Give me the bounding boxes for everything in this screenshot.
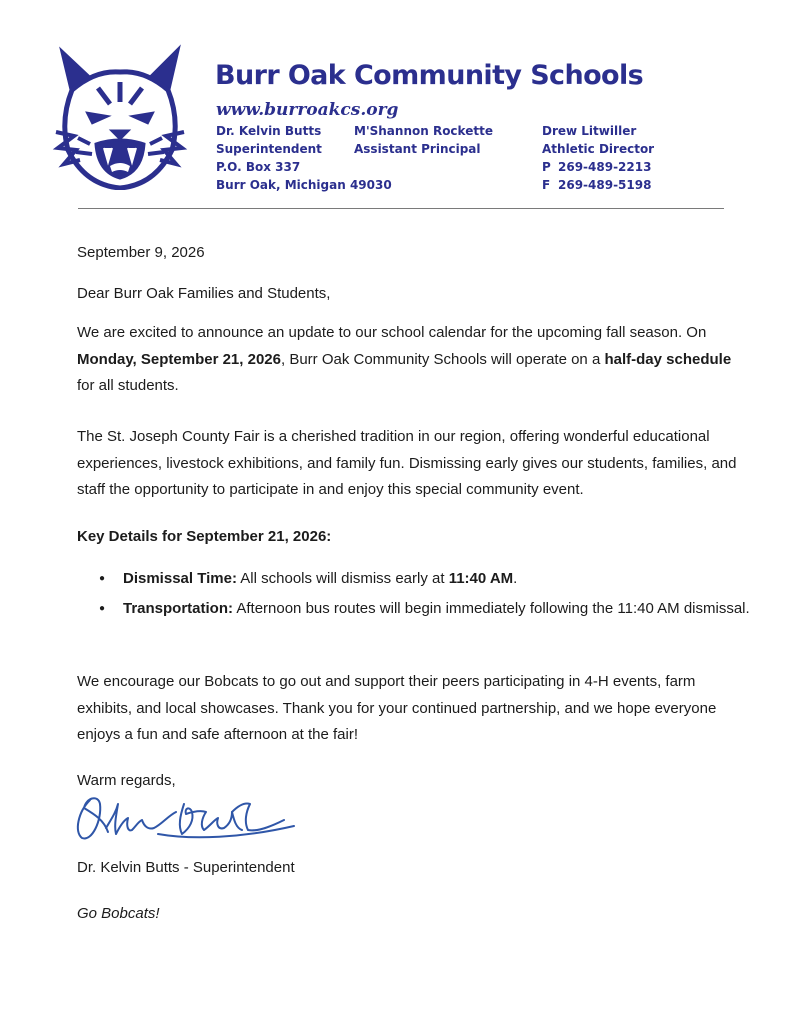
school-website[interactable]: www.burroakcs.org [216,100,399,120]
fair-paragraph: The St. Joseph County Fair is a cherished tradition in our region, offering wonderful educational experiences, livestock exhibitions, and family fun. Dismissing early gives our students, families, and staff the opportunity to participate in and enjoy this special community event. [77,428,737,498]
list-item [77,566,757,593]
bobcat-mascot-icon [50,40,190,190]
detail-text: . [513,570,518,587]
event-date: Monday, September 21, 2026 [77,350,281,368]
fax-number: 269-489-5198 [558,178,652,192]
paragraph-text: , Burr Oak Community Schools will operate on a [280,350,605,368]
sign-off: Go Bobcats! [77,905,160,922]
detail-text: Afternoon bus routes will begin immediately following the 11:40 AM dismissal. [233,599,750,617]
contact-athletic-director [542,122,654,194]
phone-label: P [542,160,551,174]
schedule-type: half-day schedule [604,350,732,368]
fax-line [542,176,654,194]
detail-label: Transportation: [123,599,234,617]
letter-greeting: Dear Burr Oak Families and Students, [77,285,331,302]
school-name: Burr Oak Community Schools [215,60,644,91]
contact-name: Drew Litwiller [542,124,637,138]
announcement-paragraph [77,320,737,400]
mailing-address-line: Burr Oak, Michigan 49030 [216,178,392,192]
letter-closing: Warm regards, [77,772,176,789]
letterhead [0,0,791,215]
letterhead-divider [78,208,724,209]
contact-assistant-principal [354,122,493,158]
contact-name: M'Shannon Rockette [354,124,493,138]
signer-name: Dr. Kelvin Butts - Superintendent [77,859,295,876]
letter-date: September 9, 2026 [77,244,205,261]
paragraph-text: We are excited to announce an update to our school calendar for the upcoming fall season. On [77,324,707,341]
phone-number: 269-489-2213 [558,160,652,174]
fax-label: F [542,178,551,192]
contact-role: Superintendent [216,142,322,156]
dismissal-time: 11:40 AM [448,570,514,587]
mailing-address-line: P.O. Box 337 [216,160,301,174]
paragraph-text: for all students. [77,377,179,394]
list-item [77,596,757,623]
key-details-heading: Key Details for September 21, 2026: [77,528,332,545]
detail-label: Dismissal Time: [123,570,237,587]
contact-role: Assistant Principal [354,142,481,156]
handwritten-signature [72,790,302,848]
encouragement-paragraph: We encourage our Bobcats to go out and support their peers participating in 4-H events, farm exhibits, and local showcases. Thank you for your continued partnership, and we hope everyone enjoys a fun and safe afternoon at the fair! [77,673,717,743]
contact-role: Athletic Director [542,142,655,156]
detail-text: All schools will dismiss early at [236,570,449,587]
phone-line [542,158,654,176]
contact-name: Dr. Kelvin Butts [216,124,322,138]
key-details-list [77,566,757,625]
